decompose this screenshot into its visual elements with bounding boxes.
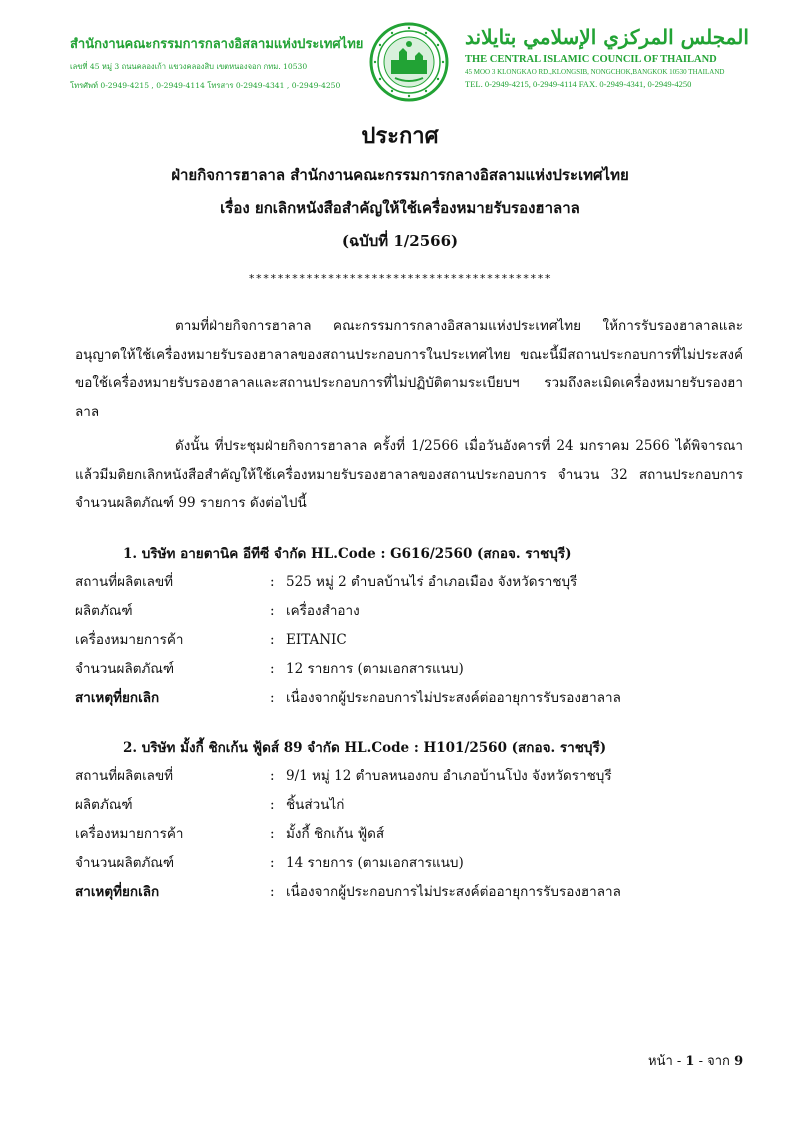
entry-reason-row xyxy=(75,684,775,713)
location-label: สถานที่ผลิตเลขที่ xyxy=(75,574,174,590)
product-value: เครื่องสำอาง xyxy=(286,603,360,619)
document-title: ประกาศ xyxy=(361,123,439,149)
letterhead-english xyxy=(465,22,755,89)
colon: : xyxy=(270,690,275,706)
entry-heading: 2. บริษัท มั้งกี้ ชิกเก้น ฟู้ดส์ 89 จำกัด HL.Code : H101/2560 (สกอจ. ราชบุรี) xyxy=(123,740,607,756)
count-value: 12 รายการ (ตามเอกสารแนบ) xyxy=(286,661,464,677)
count-label: จำนวนผลิตภัณฑ์ xyxy=(75,855,175,871)
page-separator: - จาก xyxy=(698,1054,730,1069)
count-label: จำนวนผลิตภัณฑ์ xyxy=(75,661,175,677)
colon: : xyxy=(270,661,275,677)
entry-product-row xyxy=(75,597,775,626)
entry-location-row xyxy=(75,762,775,791)
council-emblem-logo xyxy=(369,22,449,102)
cancelled-entry xyxy=(75,540,775,713)
cancelled-entry xyxy=(75,734,775,907)
phone-thai: โทรศัพท์ 0-2949-4215 , 0-2949-4114 โทรสาร 0-2949-4341 , 0-2949-4250 xyxy=(70,81,341,90)
reason-value: เนื่องจากผู้ประกอบการไม่ประสงค์ต่ออายุการรับรองฮาลาล xyxy=(286,690,621,706)
colon: : xyxy=(270,632,275,648)
location-value: 9/1 หมู่ 12 ตำบลหนองกบ อำเภอบ้านโป่ง จังหวัดราชบุรี xyxy=(286,768,612,784)
address-english: 45 MOO 3 KLONGKAO RD.,KLONGSIB, NONGCHOK,BANGKOK 10530 THAILAND xyxy=(465,68,725,76)
location-label: สถานที่ผลิตเลขที่ xyxy=(75,768,174,784)
phone-english: TEL. 0-2949-4215, 0-2949-4114 FAX. 0-2949-4341, 0-2949-4250 xyxy=(465,79,692,89)
colon: : xyxy=(270,855,275,871)
colon: : xyxy=(270,797,275,813)
colon: : xyxy=(270,603,275,619)
entry-reason-row xyxy=(75,878,775,907)
product-label: ผลิตภัณฑ์ xyxy=(75,603,133,619)
org-name-arabic: المجلس المركزي الإسلامي بتايلاند xyxy=(465,25,749,49)
colon: : xyxy=(270,574,275,590)
document-subject: เรื่อง ยกเลิกหนังสือสำคัญให้ใช้เครื่องหมายรับรองฮาลาล xyxy=(220,199,580,217)
product-value: ชิ้นส่วนไก่ xyxy=(286,797,345,813)
document-subtitle: ฝ่ายกิจการฮาลาล สำนักงานคณะกรรมการกลางอิสลามแห่งประเทศไทย xyxy=(171,166,629,184)
page-current: 1 xyxy=(685,1054,695,1069)
entry-count-row xyxy=(75,655,775,684)
colon: : xyxy=(270,768,275,784)
page-number xyxy=(648,1050,743,1071)
org-name-english: THE CENTRAL ISLAMIC COUNCIL OF THAILAND xyxy=(465,54,717,65)
separator-line: ****************************************** xyxy=(248,272,552,285)
reason-value: เนื่องจากผู้ประกอบการไม่ประสงค์ต่ออายุการรับรองฮาลาล xyxy=(286,884,621,900)
trademark-value: EITANIC xyxy=(286,632,347,648)
letterhead-thai xyxy=(70,33,370,92)
entry-heading: 1. บริษัท อายตานิค อีทีซี จำกัด HL.Code : G616/2560 (สกอจ. ราชบุรี) xyxy=(123,546,572,562)
trademark-label: เครื่องหมายการค้า xyxy=(75,632,184,648)
page-prefix: หน้า - xyxy=(648,1054,682,1069)
document-edition: (ฉบับที่ 1/2566) xyxy=(341,232,459,250)
entry-trademark-row xyxy=(75,626,775,655)
reason-label: สาเหตุที่ยกเลิก xyxy=(75,690,160,706)
trademark-value: มั้งกี้ ชิกเก้น ฟู้ดส์ xyxy=(286,826,385,842)
colon: : xyxy=(270,826,275,842)
entry-location-row xyxy=(75,568,775,597)
entry-count-row xyxy=(75,849,775,878)
count-value: 14 รายการ (ตามเอกสารแนบ) xyxy=(286,855,464,871)
entry-product-row xyxy=(75,791,775,820)
reason-label: สาเหตุที่ยกเลิก xyxy=(75,884,160,900)
product-label: ผลิตภัณฑ์ xyxy=(75,797,133,813)
colon: : xyxy=(270,884,275,900)
trademark-label: เครื่องหมายการค้า xyxy=(75,826,184,842)
address-thai: เลขที่ 45 หมู่ 3 ถนนคลองเก้า แขวงคลองสิบ เขตหนองจอก กทม. 10530 xyxy=(70,62,308,71)
page-total: 9 xyxy=(734,1054,744,1069)
entry-trademark-row xyxy=(75,820,775,849)
org-name-thai: สำนักงานคณะกรรมการกลางอิสลามแห่งประเทศไทย xyxy=(70,37,364,52)
resolution-paragraph: ดังนั้น ที่ประชุมฝ่ายกิจการฮาลาล ครั้งที่ 1/2566 เมื่อวันอังคารที่ 24 มกราคม 2566 ได้พิจารณาแล้วมีมติยกเลิกหนังสือสำคัญให้ใช้เครื่องหมายรับรองฮาลาลของสถานประกอบการ จำนวน 32 สถานประกอบการ จำนวนผลิตภัณฑ์ 99 รายการ ดังต่อไปนี้ xyxy=(75,438,743,511)
location-value: 525 หมู่ 2 ตำบลบ้านไร่ อำเภอเมือง จังหวัดราชบุรี xyxy=(286,574,578,590)
intro-paragraph: ตามที่ฝ่ายกิจการฮาลาล คณะกรรมการกลางอิสลามแห่งประเทศไทย ให้การรับรองฮาลาลและอนุญาตให้ใช้เครื่องหมายรับรองฮาลาลของสถานประกอบการในประเทศไทย ขณะนี้มีสถานประกอบการที่ไม่ประสงค์ขอใช้เครื่องหมายรับรองฮาลาลและสถานประกอบการที่ไม่ปฏิบัติตามระเบียบฯ รวมถึงละเมิดเครื่องหมายรับรองฮาลาล xyxy=(75,318,743,420)
